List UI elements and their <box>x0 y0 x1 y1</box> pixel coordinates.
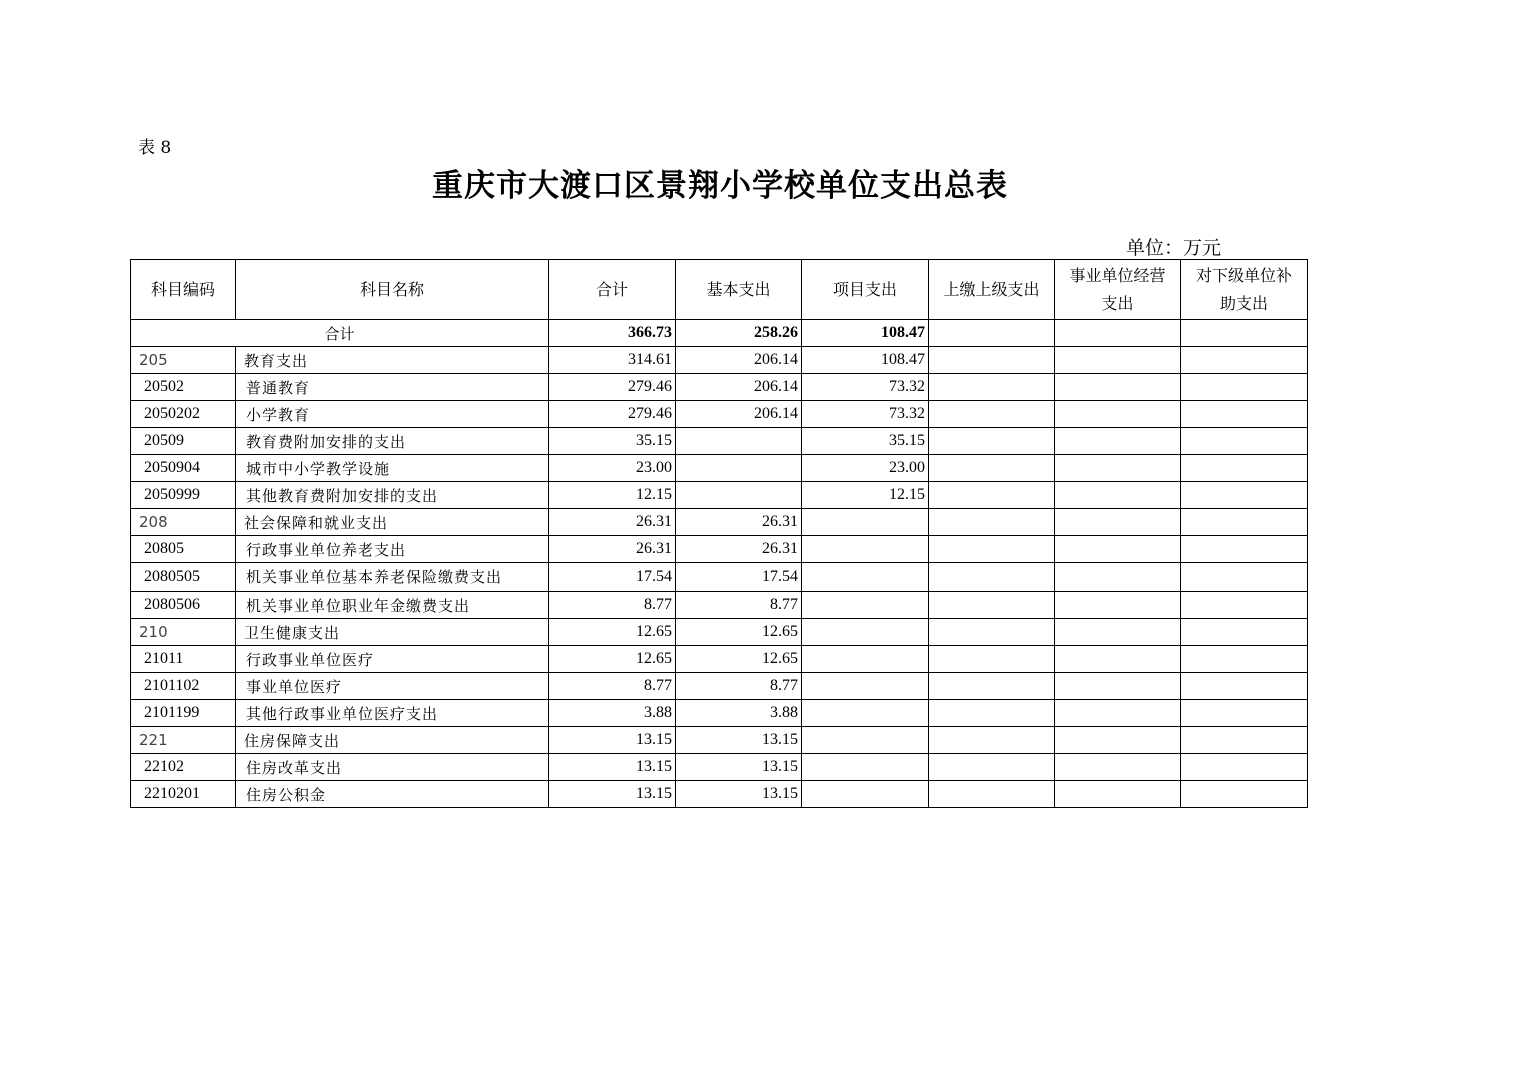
project-cell <box>802 673 929 700</box>
code-cell: 2050202 <box>131 401 236 428</box>
empty-cell <box>1181 563 1308 592</box>
table-row <box>131 401 1308 428</box>
table-row <box>131 455 1308 482</box>
name-cell: 事业单位医疗 <box>236 673 549 700</box>
empty-cell <box>1055 754 1181 781</box>
name-cell: 卫生健康支出 <box>236 619 549 646</box>
code-cell: 2080505 <box>131 563 236 592</box>
basic-cell: 12.65 <box>676 619 802 646</box>
empty-cell <box>1055 428 1181 455</box>
code-cell: 2210201 <box>131 781 236 808</box>
total-cell: 17.54 <box>549 563 676 592</box>
empty-cell <box>1055 455 1181 482</box>
table-row <box>131 673 1308 700</box>
name-cell: 机关事业单位职业年金缴费支出 <box>236 592 549 619</box>
code-cell: 20805 <box>131 536 236 563</box>
header-upper: 上缴上级支出 <box>929 260 1055 320</box>
project-cell: 12.15 <box>802 482 929 509</box>
empty-cell <box>1055 727 1181 754</box>
empty-cell <box>1055 673 1181 700</box>
total-row <box>131 320 1308 347</box>
empty-cell <box>1181 646 1308 673</box>
empty-cell <box>1181 592 1308 619</box>
empty-cell <box>1181 455 1308 482</box>
unit-label: 单位：万元 <box>1126 237 1222 259</box>
header-project: 项目支出 <box>802 260 929 320</box>
empty-cell <box>1055 509 1181 536</box>
basic-cell <box>676 455 802 482</box>
basic-cell <box>676 482 802 509</box>
empty-cell <box>1055 374 1181 401</box>
project-cell: 23.00 <box>802 455 929 482</box>
empty-cell <box>929 781 1055 808</box>
project-cell <box>802 619 929 646</box>
header-row <box>131 260 1308 320</box>
empty-cell <box>1055 619 1181 646</box>
table-row <box>131 700 1308 727</box>
empty-cell <box>929 374 1055 401</box>
project-cell <box>802 536 929 563</box>
basic-cell: 26.31 <box>676 536 802 563</box>
name-cell: 教育费附加安排的支出 <box>236 428 549 455</box>
total-cell: 13.15 <box>549 727 676 754</box>
empty-cell <box>929 700 1055 727</box>
code-cell: 22102 <box>131 754 236 781</box>
project-cell <box>802 727 929 754</box>
empty-cell <box>929 563 1055 592</box>
empty-cell <box>1055 592 1181 619</box>
code-cell: 210 <box>131 619 236 646</box>
empty-cell <box>1055 482 1181 509</box>
table-row <box>131 727 1308 754</box>
project-cell <box>802 754 929 781</box>
total-basic-cell: 258.26 <box>676 320 802 347</box>
table-row <box>131 646 1308 673</box>
project-cell: 108.47 <box>802 347 929 374</box>
project-cell <box>802 781 929 808</box>
total-cell: 26.31 <box>549 536 676 563</box>
basic-cell: 8.77 <box>676 592 802 619</box>
header-total: 合计 <box>549 260 676 320</box>
code-cell: 2050999 <box>131 482 236 509</box>
table-row <box>131 592 1308 619</box>
basic-cell: 12.65 <box>676 646 802 673</box>
empty-cell <box>1055 646 1181 673</box>
total-cell: 8.77 <box>549 673 676 700</box>
empty-cell <box>929 536 1055 563</box>
empty-cell <box>1181 401 1308 428</box>
project-cell: 35.15 <box>802 428 929 455</box>
table-row <box>131 536 1308 563</box>
total-label: 合计 <box>131 320 549 347</box>
name-cell: 机关事业单位基本养老保险缴费支出 <box>236 563 549 592</box>
code-cell: 21011 <box>131 646 236 673</box>
empty-cell <box>1181 347 1308 374</box>
project-cell <box>802 700 929 727</box>
code-cell: 221 <box>131 727 236 754</box>
empty-cell <box>1181 482 1308 509</box>
empty-cell <box>929 754 1055 781</box>
total-project-cell: 108.47 <box>802 320 929 347</box>
code-cell: 205 <box>131 347 236 374</box>
project-cell <box>802 592 929 619</box>
document-title: 重庆市大渡口区景翔小学校单位支出总表 <box>432 168 1008 204</box>
empty-cell <box>1181 754 1308 781</box>
total-cell: 3.88 <box>549 700 676 727</box>
empty-cell <box>1055 401 1181 428</box>
empty-cell <box>929 619 1055 646</box>
empty-cell <box>1181 673 1308 700</box>
empty-cell <box>929 592 1055 619</box>
project-cell: 73.32 <box>802 374 929 401</box>
total-cell: 279.46 <box>549 374 676 401</box>
empty-cell <box>1181 320 1308 347</box>
empty-cell <box>1181 727 1308 754</box>
code-cell: 20502 <box>131 374 236 401</box>
total-cell: 26.31 <box>549 509 676 536</box>
project-cell <box>802 563 929 592</box>
name-cell: 住房保障支出 <box>236 727 549 754</box>
total-cell: 12.65 <box>549 646 676 673</box>
table-row <box>131 509 1308 536</box>
name-cell: 其他行政事业单位医疗支出 <box>236 700 549 727</box>
code-cell: 208 <box>131 509 236 536</box>
name-cell: 城市中小学教学设施 <box>236 455 549 482</box>
project-cell: 73.32 <box>802 401 929 428</box>
name-cell: 教育支出 <box>236 347 549 374</box>
basic-cell: 26.31 <box>676 509 802 536</box>
empty-cell <box>1181 536 1308 563</box>
table-row <box>131 619 1308 646</box>
name-cell: 行政事业单位医疗 <box>236 646 549 673</box>
total-cell: 279.46 <box>549 401 676 428</box>
empty-cell <box>929 347 1055 374</box>
empty-cell <box>1181 509 1308 536</box>
code-cell: 2080506 <box>131 592 236 619</box>
header-subsidy: 对下级单位补助支出 <box>1181 260 1308 320</box>
table-row <box>131 347 1308 374</box>
total-cell: 366.73 <box>549 320 676 347</box>
project-cell <box>802 646 929 673</box>
name-cell: 行政事业单位养老支出 <box>236 536 549 563</box>
empty-cell <box>1055 347 1181 374</box>
total-cell: 12.65 <box>549 619 676 646</box>
code-cell: 2101102 <box>131 673 236 700</box>
code-cell: 2050904 <box>131 455 236 482</box>
total-cell: 23.00 <box>549 455 676 482</box>
total-cell: 12.15 <box>549 482 676 509</box>
table-row <box>131 563 1308 592</box>
basic-cell: 13.15 <box>676 727 802 754</box>
name-cell: 社会保障和就业支出 <box>236 509 549 536</box>
empty-cell <box>929 482 1055 509</box>
empty-cell <box>1055 781 1181 808</box>
empty-cell <box>1181 619 1308 646</box>
basic-cell: 17.54 <box>676 563 802 592</box>
table-row <box>131 781 1308 808</box>
basic-cell: 8.77 <box>676 673 802 700</box>
project-cell <box>802 509 929 536</box>
total-cell: 314.61 <box>549 347 676 374</box>
name-cell: 住房改革支出 <box>236 754 549 781</box>
empty-cell <box>1055 320 1181 347</box>
empty-cell <box>1181 700 1308 727</box>
basic-cell: 3.88 <box>676 700 802 727</box>
basic-cell: 13.15 <box>676 754 802 781</box>
basic-cell: 206.14 <box>676 374 802 401</box>
basic-cell <box>676 428 802 455</box>
basic-cell: 206.14 <box>676 347 802 374</box>
table-row <box>131 428 1308 455</box>
header-code: 科目编码 <box>131 260 236 320</box>
table-row <box>131 754 1308 781</box>
empty-cell <box>1181 781 1308 808</box>
empty-cell <box>929 646 1055 673</box>
table-row <box>131 374 1308 401</box>
empty-cell <box>929 727 1055 754</box>
name-cell: 其他教育费附加安排的支出 <box>236 482 549 509</box>
name-cell: 小学教育 <box>236 401 549 428</box>
basic-cell: 13.15 <box>676 781 802 808</box>
empty-cell <box>1181 374 1308 401</box>
table-row <box>131 482 1308 509</box>
empty-cell <box>929 401 1055 428</box>
name-cell: 住房公积金 <box>236 781 549 808</box>
header-name: 科目名称 <box>236 260 549 320</box>
empty-cell <box>929 673 1055 700</box>
code-cell: 2101199 <box>131 700 236 727</box>
empty-cell <box>929 509 1055 536</box>
empty-cell <box>929 428 1055 455</box>
total-cell: 35.15 <box>549 428 676 455</box>
empty-cell <box>929 455 1055 482</box>
header-basic: 基本支出 <box>676 260 802 320</box>
code-cell: 20509 <box>131 428 236 455</box>
total-cell: 13.15 <box>549 781 676 808</box>
table-number-label: 表 8 <box>138 138 172 158</box>
empty-cell <box>1055 700 1181 727</box>
basic-cell: 206.14 <box>676 401 802 428</box>
empty-cell <box>929 320 1055 347</box>
total-cell: 13.15 <box>549 754 676 781</box>
empty-cell <box>1181 428 1308 455</box>
total-cell: 8.77 <box>549 592 676 619</box>
empty-cell <box>1055 563 1181 592</box>
empty-cell <box>1055 536 1181 563</box>
name-cell: 普通教育 <box>236 374 549 401</box>
expenditure-table <box>130 259 1308 808</box>
header-business: 事业单位经营支出 <box>1055 260 1181 320</box>
